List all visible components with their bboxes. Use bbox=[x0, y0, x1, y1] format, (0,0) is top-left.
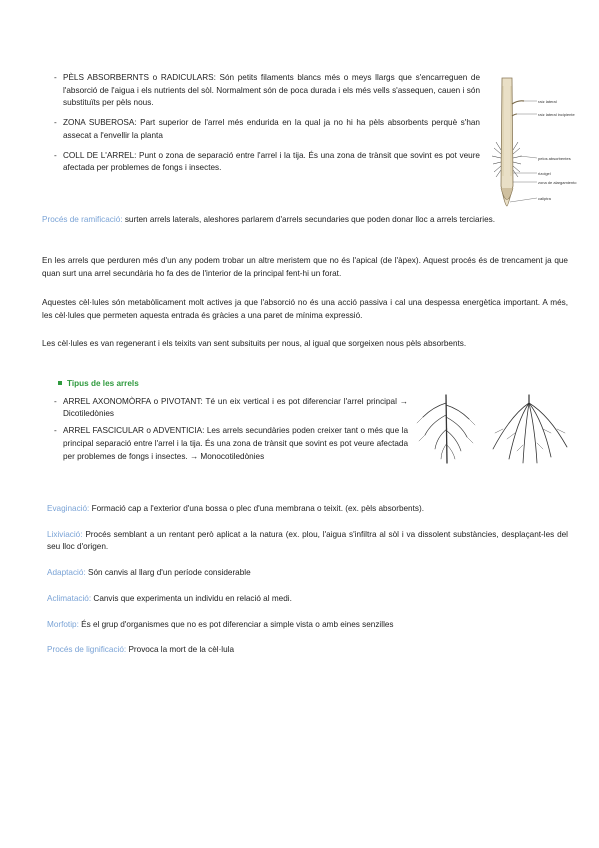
square-bullet-icon bbox=[58, 381, 62, 385]
list-item bbox=[54, 425, 408, 463]
root-anatomy-illustration bbox=[482, 76, 578, 214]
term-definition: Provoca la mort de la cèl·lula bbox=[126, 645, 235, 655]
term-label: Procés de lignificació: bbox=[47, 645, 127, 655]
term-definition: Són canvis al llarg d'un període considerable bbox=[85, 568, 251, 578]
list-item-text: COLL DE L'ARREL: Punt o zona de separació entre l'arrel i la tija. És una zona de trànsit que sovint es pot veure afectada per problemes de fongs i insectes. bbox=[63, 150, 480, 173]
term-label: Aclimatació: bbox=[47, 593, 92, 603]
dash-marker: - bbox=[54, 396, 57, 406]
root-types-illustration bbox=[411, 393, 573, 469]
term-definition: És el grup d'organismes que no es pot diferenciar a simple vista o amb eines senzilles bbox=[78, 619, 394, 629]
definition-item bbox=[47, 644, 568, 657]
definition-item bbox=[47, 529, 568, 554]
list-item-text: ARREL AXONOMÒRFA o PIVOTANT: Té un eix vertical i es pot diferenciar l'arrel principal → Dicotiledònies bbox=[63, 396, 408, 419]
body-paragraph: Les cèl·lules es van regenerant i els teixits van sent subsituits per nous, al igual que sorgeixen nous pèls absorbents. bbox=[42, 339, 467, 348]
dash-marker: - bbox=[54, 150, 57, 160]
list-item-text: PÈLS ABSORBERNTS o RADICULARS: Són petits filaments blancs més o meys llargs que s'encarreguen de l'absorció de l'aigua i els nutrients del sòl. Normalment són de poca durada i els més vells s'assequen, cauen i són substituïts per pèls nous. bbox=[63, 73, 480, 108]
definitions-list bbox=[47, 503, 568, 657]
ramificacio-paragraph bbox=[42, 214, 568, 227]
intro-list bbox=[54, 72, 480, 175]
taproot-and-fibrous-roots-drawing bbox=[411, 393, 573, 469]
term-definition: surten arrels laterals, aleshores parlarem d'arrels secundaries que poden donar lloc a arrels terciaries. bbox=[122, 215, 496, 224]
term-label: Evaginació: bbox=[47, 504, 90, 513]
term-definition: Canvis que experimenta un individu en relació al medi. bbox=[91, 593, 292, 603]
definition-item bbox=[47, 567, 568, 580]
term-label: Morfotip: bbox=[47, 619, 79, 629]
section-heading: Tipus de les arrels bbox=[58, 378, 408, 391]
definition-item bbox=[47, 619, 568, 632]
term-definition: Procés semblant a un rentant però aplicat a la natura (ex. plou, l'aigua s'infiltra al sòl i va dissolent substàncies, desplaçant-les del seu lloc d'origen. bbox=[47, 529, 568, 552]
root-types-section bbox=[54, 378, 408, 463]
definition-item bbox=[47, 503, 568, 516]
term-label: Procés de ramificació: bbox=[42, 215, 123, 224]
body-paragraph: Aquestes cèl·lules són metabòlicament molt actives ja que l'absorció no és una acció passiva i cal una despessa energètica important. A més, les cèl·lules que permeten aquesta entrada és gràcies a una paret de mínima expressió. bbox=[42, 298, 568, 320]
diagram-label: zona de alargamiento bbox=[538, 180, 577, 185]
diagram-label: rizoigel bbox=[538, 171, 551, 176]
term-label: Adaptació: bbox=[47, 568, 86, 578]
dash-marker: - bbox=[54, 73, 57, 82]
diagram-label: pelos absorbentes bbox=[538, 156, 571, 161]
body-paragraph: En les arrels que perduren més d'un any podem trobar un altre meristem que no és l'apical (de l'àpex). Aquest procés és de trencament ja que quan surt una arrel secundària ho fa des de l'interior de la principal fent-hi un forat. bbox=[42, 256, 568, 278]
term-definition: Formació cap a l'exterior d'una bossa o plec d'una membrana o teixit. (ex. pèls absorbents). bbox=[89, 504, 424, 513]
term-label: Lixiviació: bbox=[47, 529, 83, 539]
definition-item bbox=[47, 593, 568, 606]
list-item bbox=[54, 117, 480, 142]
dash-marker: - bbox=[54, 426, 57, 436]
list-item-text: ARREL FASCICULAR o ADVENTICIA: Les arrels secundàries poden creixer tant o més que la principal separació entre l'arrel i la tija. És una zona de trànsit que sovint es pot veure afectada per problemes de fongs i insectes. → Monocotiledònies bbox=[63, 426, 408, 461]
diagram-label: caliptra bbox=[538, 196, 551, 201]
list-item-text: ZONA SUBEROSA: Part superior de l'arrel més endurida en la qual ja no hi ha pèls absorbents perquè s'han assecat a l'envellir la planta bbox=[63, 118, 480, 140]
list-item bbox=[54, 72, 480, 110]
diagram-label: raíz lateral bbox=[538, 99, 557, 104]
root-anatomy-diagram bbox=[482, 76, 578, 214]
list-item bbox=[54, 150, 480, 175]
diagram-label: raíz lateral incipiente bbox=[538, 112, 575, 117]
list-item bbox=[54, 396, 408, 421]
dash-marker: - bbox=[54, 118, 57, 128]
